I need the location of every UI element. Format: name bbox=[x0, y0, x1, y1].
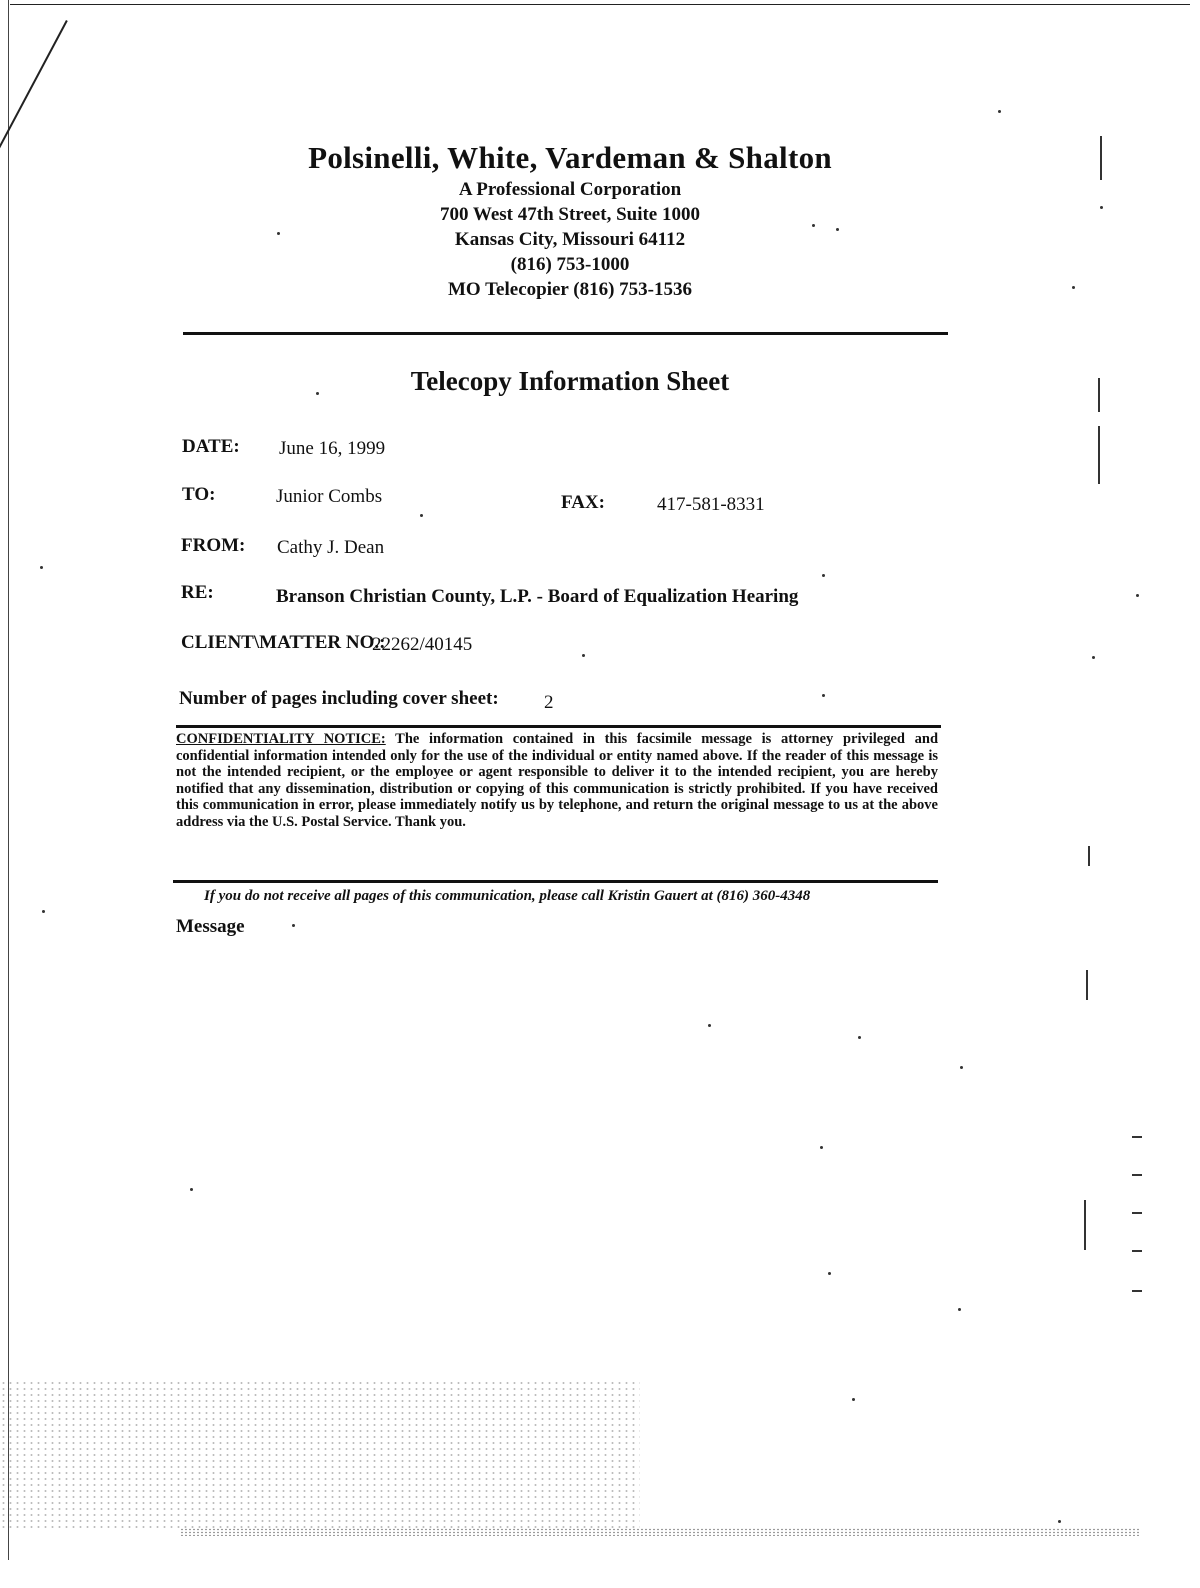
scan-speck bbox=[828, 1272, 831, 1275]
scan-speck bbox=[820, 1146, 823, 1149]
scan-speck bbox=[582, 654, 585, 657]
scan-speck bbox=[998, 110, 1001, 113]
to-label: TO: bbox=[182, 484, 216, 505]
scan-speck bbox=[40, 566, 43, 569]
from-label: FROM: bbox=[181, 535, 246, 556]
scan-speck bbox=[852, 1398, 855, 1401]
scan-edge-tick bbox=[1098, 426, 1100, 484]
scan-edge-tick bbox=[1084, 1200, 1086, 1250]
scan-speck bbox=[858, 1036, 861, 1039]
scan-speck bbox=[42, 910, 45, 913]
corporation-line: A Professional Corporation bbox=[458, 179, 682, 200]
scan-border-left bbox=[8, 0, 9, 1560]
scan-border-top bbox=[10, 4, 1190, 5]
scan-edge-dash bbox=[1132, 1136, 1142, 1138]
divider-rule bbox=[183, 332, 948, 335]
fax-label: FAX: bbox=[561, 492, 605, 513]
scan-speck bbox=[960, 1066, 963, 1069]
scan-speck bbox=[958, 1308, 961, 1311]
scan-speck bbox=[708, 1024, 711, 1027]
scan-edge-tick bbox=[1098, 378, 1100, 412]
pages-label: Number of pages including cover sheet: bbox=[179, 688, 499, 709]
scan-speck bbox=[836, 228, 839, 231]
telecopier-number: MO Telecopier (816) 753-1536 bbox=[448, 279, 692, 300]
sheet-title: Telecopy Information Sheet bbox=[410, 366, 730, 396]
city-address: Kansas City, Missouri 64112 bbox=[454, 229, 686, 250]
scan-speck bbox=[277, 232, 280, 235]
scan-edge-dash bbox=[1132, 1250, 1142, 1252]
confidentiality-notice bbox=[176, 731, 938, 830]
re-value: Branson Christian County, L.P. - Board of Equalization Hearing bbox=[276, 586, 799, 607]
scan-speck bbox=[1072, 286, 1075, 289]
from-value: Cathy J. Dean bbox=[277, 537, 385, 558]
scan-edge-tick bbox=[1100, 136, 1102, 180]
date-value: June 16, 1999 bbox=[279, 438, 386, 459]
confidentiality-label: CONFIDENTIALITY NOTICE: bbox=[176, 731, 386, 747]
notice-rule-bottom bbox=[173, 880, 938, 883]
street-address: 700 West 47th Street, Suite 1000 bbox=[439, 204, 700, 225]
message-label: Message bbox=[176, 916, 245, 937]
scan-artifact-slash bbox=[0, 20, 68, 180]
letterhead bbox=[180, 140, 960, 301]
pages-value: 2 bbox=[544, 692, 554, 713]
re-label: RE: bbox=[181, 582, 214, 603]
notice-rule-top bbox=[176, 725, 941, 728]
scan-speck bbox=[292, 924, 295, 927]
scan-edge-dash bbox=[1132, 1174, 1142, 1176]
scan-speck bbox=[1136, 594, 1139, 597]
scan-speck bbox=[1058, 1520, 1061, 1523]
scan-speck bbox=[1092, 656, 1095, 659]
scan-speck bbox=[822, 574, 825, 577]
scan-speck bbox=[420, 514, 423, 517]
scan-edge-dash bbox=[1132, 1290, 1142, 1292]
scan-speck bbox=[822, 694, 825, 697]
confidentiality-text: The information contained in this facsimile message is attorney privileged and confidential information intended only for the use of the individual or entity named above. If the reader of this message is not the intended recipient, or the employee or agent responsible to deliver it to the intended recipient, you are hereby notified that any dissemination, distribution or copying of this communication is strictly prohibited. If you have received this communication in error, please immediately notify us by telephone, and return the original message to us at the above address via the U.S. Postal Service. Thank you. bbox=[176, 731, 939, 830]
scan-speck bbox=[1100, 206, 1103, 209]
firm-name: Polsinelli, White, Vardeman & Shalton bbox=[308, 140, 832, 175]
scan-noise-bottom bbox=[180, 1528, 1140, 1536]
scan-noise-band bbox=[0, 1380, 640, 1530]
scan-edge-dash bbox=[1132, 1212, 1142, 1214]
scan-edge-tick bbox=[1088, 846, 1090, 866]
scan-speck bbox=[316, 392, 319, 395]
phone-number: (816) 753-1000 bbox=[510, 254, 630, 275]
client-matter-value: 22262/40145 bbox=[372, 634, 473, 655]
fax-value: 417-581-8331 bbox=[657, 494, 765, 515]
scan-speck bbox=[812, 224, 815, 227]
date-label: DATE: bbox=[182, 436, 240, 457]
to-value: Junior Combs bbox=[276, 486, 383, 507]
client-matter-label: CLIENT\MATTER NO.: bbox=[181, 632, 386, 653]
scan-speck bbox=[190, 1188, 193, 1191]
call-note: If you do not receive all pages of this communication, please call Kristin Gauert at (816) 360-4348 bbox=[204, 888, 811, 904]
scan-edge-tick bbox=[1086, 970, 1088, 1000]
